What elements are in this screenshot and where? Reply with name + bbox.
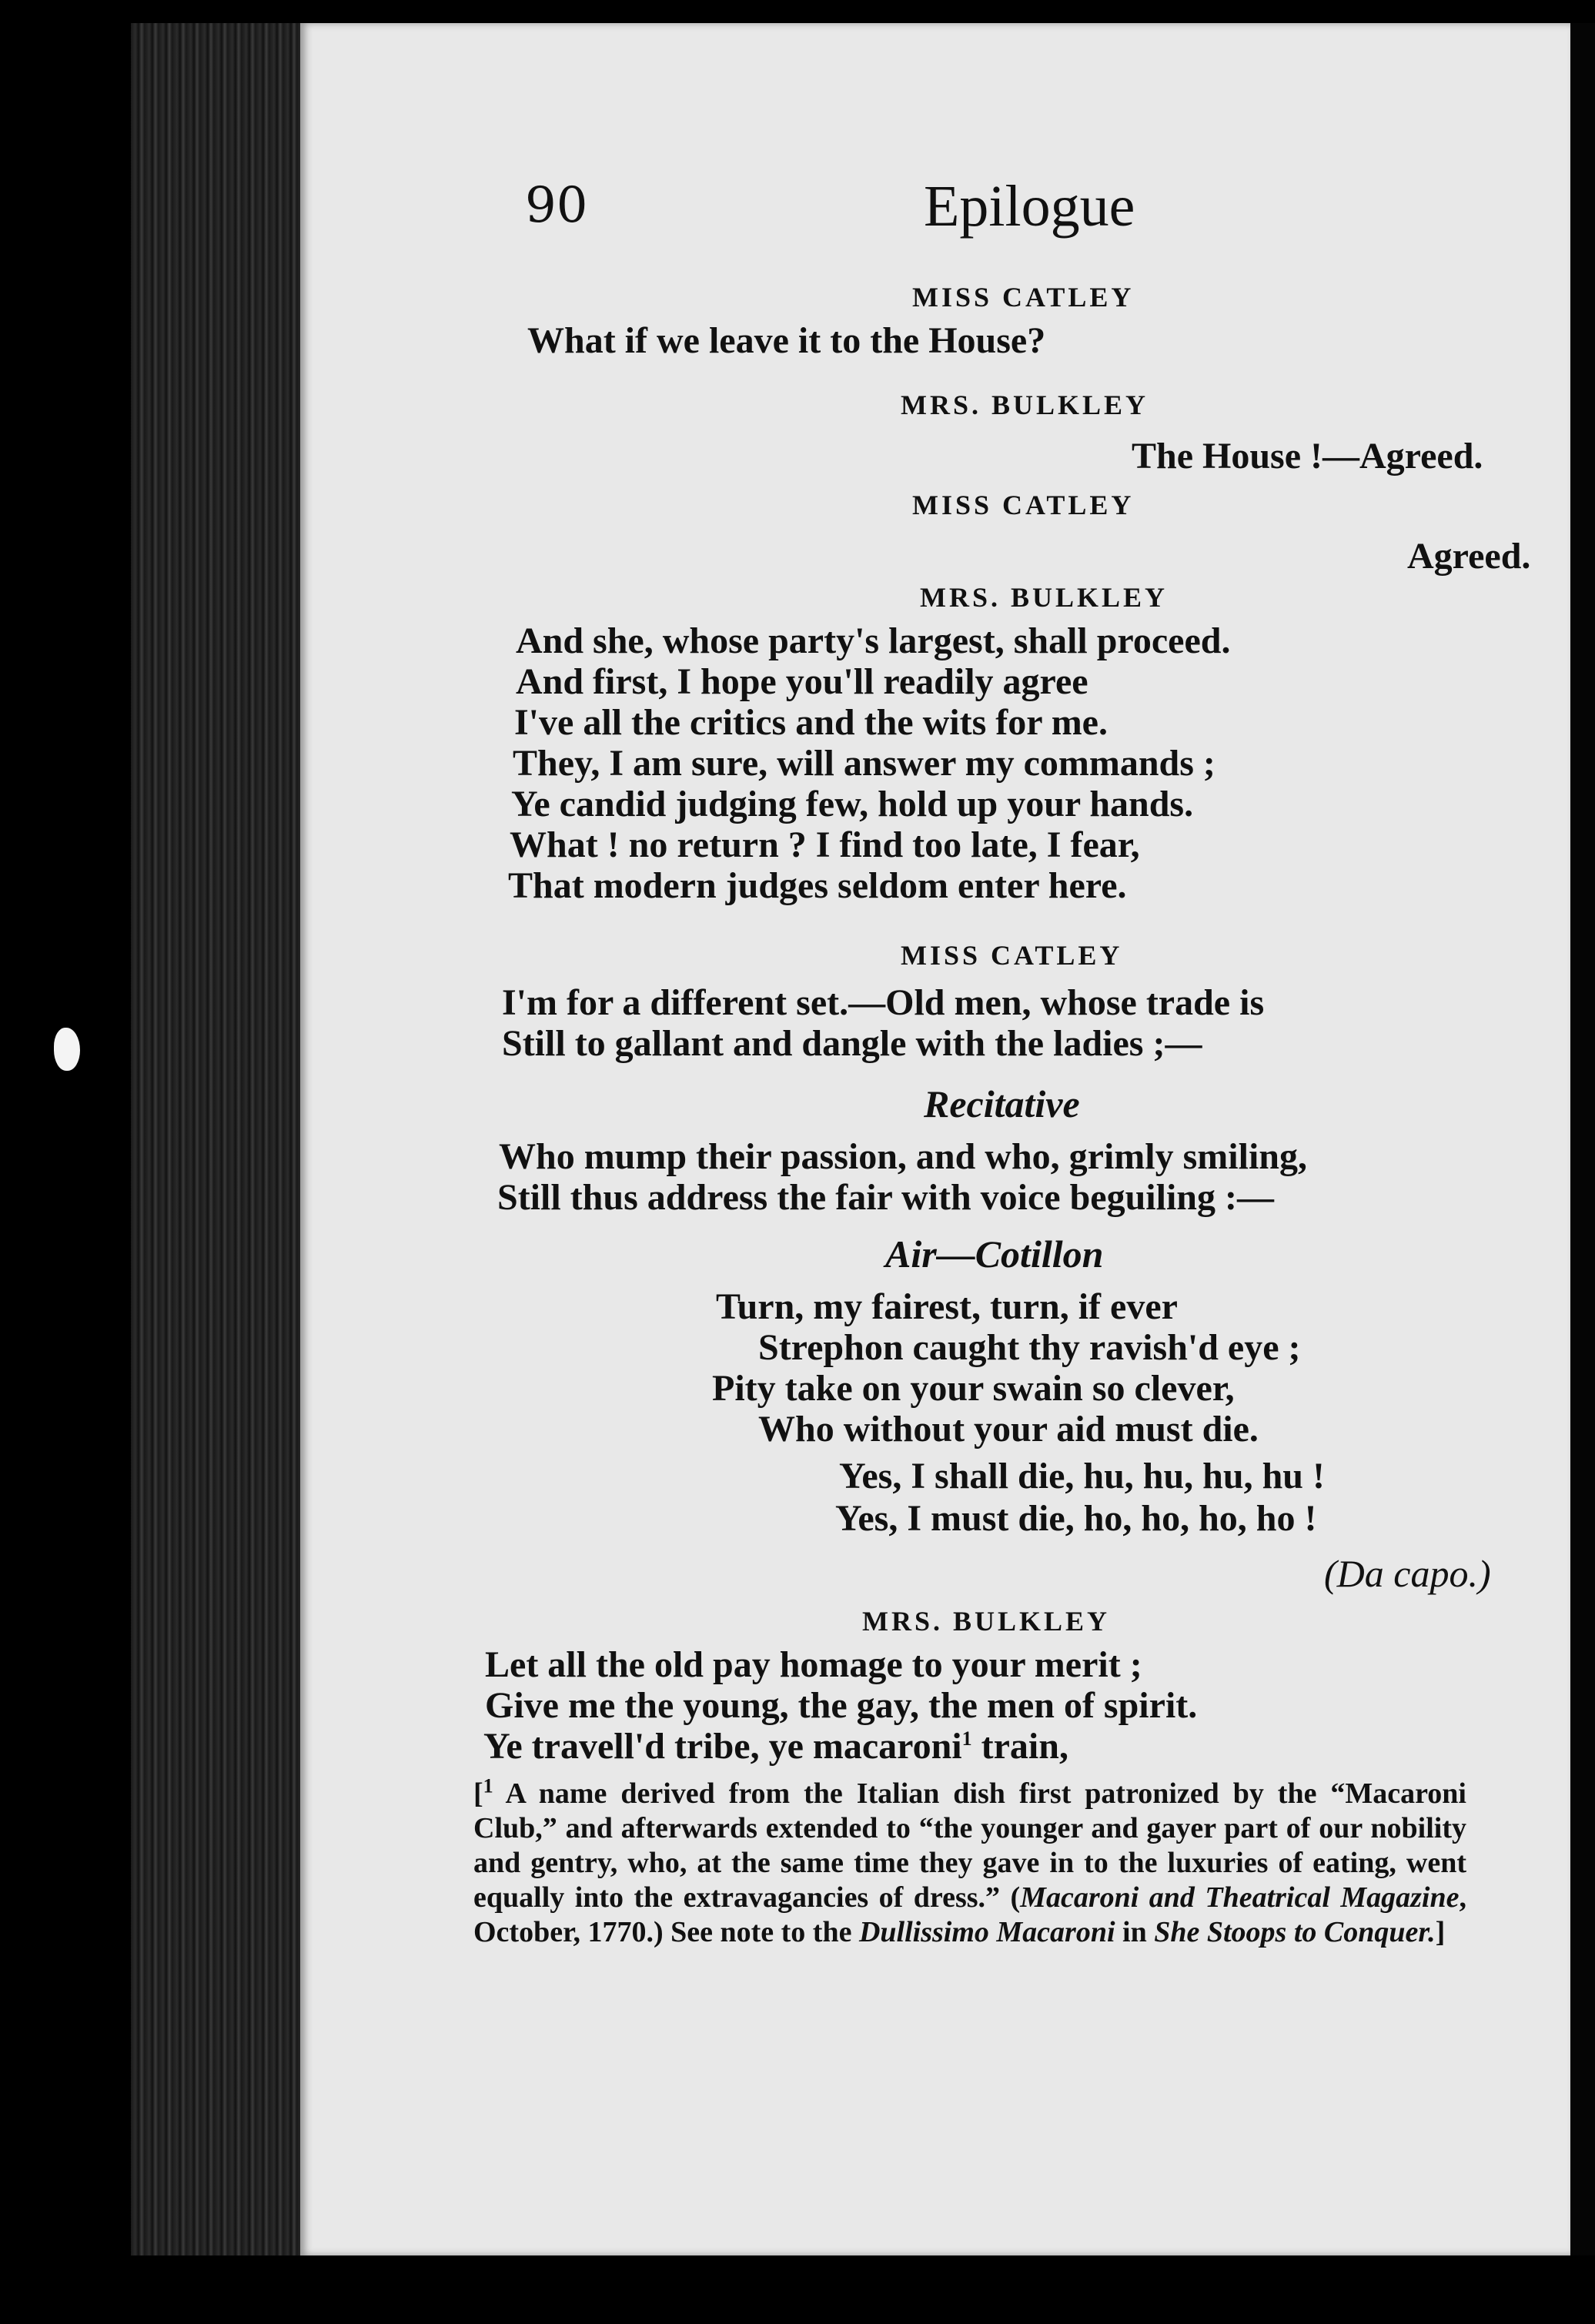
verse-line: Who without your aid must die. [758,1409,1259,1450]
verse-line: What if we leave it to the House? [527,320,1046,361]
verse-line: Still to gallant and dangle with the ladies ;— [502,1023,1202,1064]
speaker-name: MRS. BULKLEY [862,1606,1111,1637]
verse-line: And she, whose party's largest, shall proceed. [516,620,1231,661]
air-heading: Air—Cotillon [885,1232,1104,1276]
speaker-name: MRS. BULKLEY [901,390,1149,420]
page-edge-shadow [1570,23,1595,2255]
verse-line: Turn, my fairest, turn, if ever [716,1286,1178,1327]
verse-line: Yes, I must die, ho, ho, ho, ho ! [835,1498,1317,1539]
speaker-name: MISS CATLEY [912,282,1135,313]
verse-line: Yes, I shall die, hu, hu, hu, hu ! [839,1456,1325,1496]
verse-line: Still thus address the fair with voice beguiling :— [497,1177,1274,1218]
footnote-character-name: Dullissimo Macaroni [858,1916,1115,1948]
verse-line-end: train, [971,1726,1068,1767]
footnote-marker: 1 [483,1774,493,1797]
book-binding-edge [131,23,308,2255]
verse-line: Pity take on your swain so clever, [712,1368,1235,1409]
footnote-open-bracket: [ [473,1777,483,1810]
page-number: 90 [525,177,588,234]
verse-line: Who mump their passion, and who, grimly smiling, [499,1136,1307,1177]
stage-direction: (Da capo.) [1324,1552,1491,1595]
verse-line: That modern judges seldom enter here. [508,865,1127,906]
speaker-name: MISS CATLEY [901,940,1123,971]
verse-line: Agreed. [1407,536,1531,577]
book-page [300,23,1570,2255]
scan-clip-mark [54,1028,80,1071]
footnote-text: A name derived from the Italian dish first patronized by the “Macaroni Club,” and afterwards extended to “the younger and gayer part of our nobility and gentry, who, at the same time they gave in to the luxuries of eating, went equally into the extravagancies of dress.” ( [473,1777,1466,1914]
verse-line: Ye candid judging few, hold up your hands. [511,784,1194,824]
speaker-name: MISS CATLEY [912,490,1135,520]
verse-line: I'm for a different set.—Old men, whose trade is [502,982,1265,1023]
verse-line: Let all the old pay homage to your merit ; [485,1644,1142,1685]
footnote-source-title: Macaroni and Theatrical Magazine [1020,1881,1460,1914]
verse-line: They, I am sure, will answer my commands ; [513,743,1215,784]
verse-line: And first, I hope you'll readily agree [516,661,1088,702]
footnote-marker: 1 [961,1727,972,1750]
verse-line-text: Ye travell'd tribe, ye macaroni [483,1726,962,1767]
footnote-text: , October, 1770.) See note to the [473,1881,1466,1948]
verse-line [483,1725,1068,1767]
footnote [473,1774,1466,1950]
footnote-text: in [1115,1916,1155,1948]
running-head: Epilogue [924,174,1135,239]
verse-line: I've all the critics and the wits for me. [514,702,1108,743]
verse-line: The House !—Agreed. [1132,436,1483,477]
verse-line: Strephon caught thy ravish'd eye ; [758,1327,1301,1368]
recitative-heading: Recitative [924,1082,1080,1125]
footnote-play-title: She Stoops to Conquer. [1154,1916,1436,1948]
speaker-name: MRS. BULKLEY [920,582,1169,613]
verse-line: Give me the young, the gay, the men of spirit. [485,1685,1198,1726]
verse-line: What ! no return ? I find too late, I fear, [510,824,1140,865]
footnote-close-bracket: ] [1435,1916,1446,1948]
